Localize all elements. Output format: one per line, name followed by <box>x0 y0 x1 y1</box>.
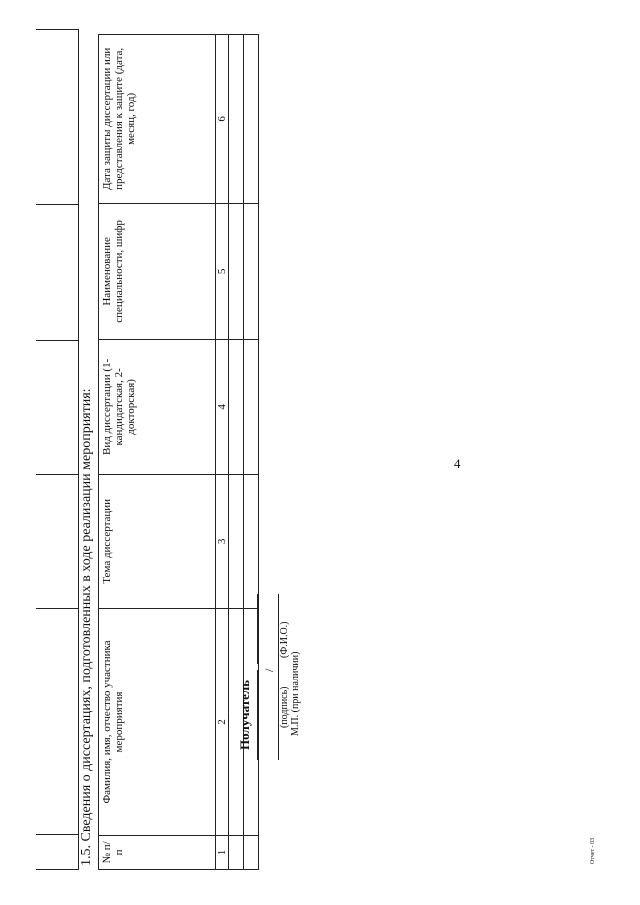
column-number: 3 <box>216 474 229 608</box>
header-defense-date: Дата защиты диссертации или представления к защите (дата, месяц, год) <box>99 35 216 204</box>
recipient-title: Получатель <box>237 679 252 750</box>
column-number: 5 <box>216 203 229 339</box>
header-specialty: Наименование специальности, шифр <box>99 203 216 339</box>
table-cell <box>229 340 244 474</box>
header-number: № п/п <box>99 835 216 869</box>
section-title: 1.5. Сведения о диссертациях, подготовленных в ходе реализации мероприятия: <box>79 388 94 866</box>
column-number: 2 <box>216 609 229 836</box>
table-cell <box>229 35 244 204</box>
signature-label: (подпись) <box>279 686 290 728</box>
header-participant-name: Фамилия, имя, отчество участника мероприятия <box>99 609 216 836</box>
table-header-row <box>99 35 216 870</box>
column-number: 1 <box>216 835 229 869</box>
table-cell <box>229 474 244 608</box>
table-cell <box>229 203 244 339</box>
table-cell <box>244 835 259 869</box>
table-cell <box>244 203 259 339</box>
rotated-document <box>22 30 301 870</box>
name-line <box>257 594 258 664</box>
column-number: 4 <box>216 340 229 474</box>
table-cell <box>244 340 259 474</box>
dissertation-table <box>98 34 259 870</box>
previous-table-continuation <box>36 29 79 870</box>
stamp-line <box>278 594 279 760</box>
header-dissertation-topic: Тема диссертации <box>99 474 216 608</box>
stamp-label: М.П. (при наличии) <box>290 651 301 736</box>
header-dissertation-type: Вид диссертации (1-кандидатская, 2-докторская) <box>99 340 216 474</box>
column-number-row <box>216 35 229 870</box>
signature-line <box>257 670 258 760</box>
table-cell <box>244 35 259 204</box>
table-cell <box>229 835 244 869</box>
table-cell <box>244 474 259 608</box>
page-number: 4 <box>454 456 461 471</box>
column-number: 6 <box>216 35 229 204</box>
name-label: (Ф.И.О.) <box>279 621 290 658</box>
signature-separator: / <box>262 668 276 672</box>
footer-code: Отчет - 03 <box>590 837 597 865</box>
